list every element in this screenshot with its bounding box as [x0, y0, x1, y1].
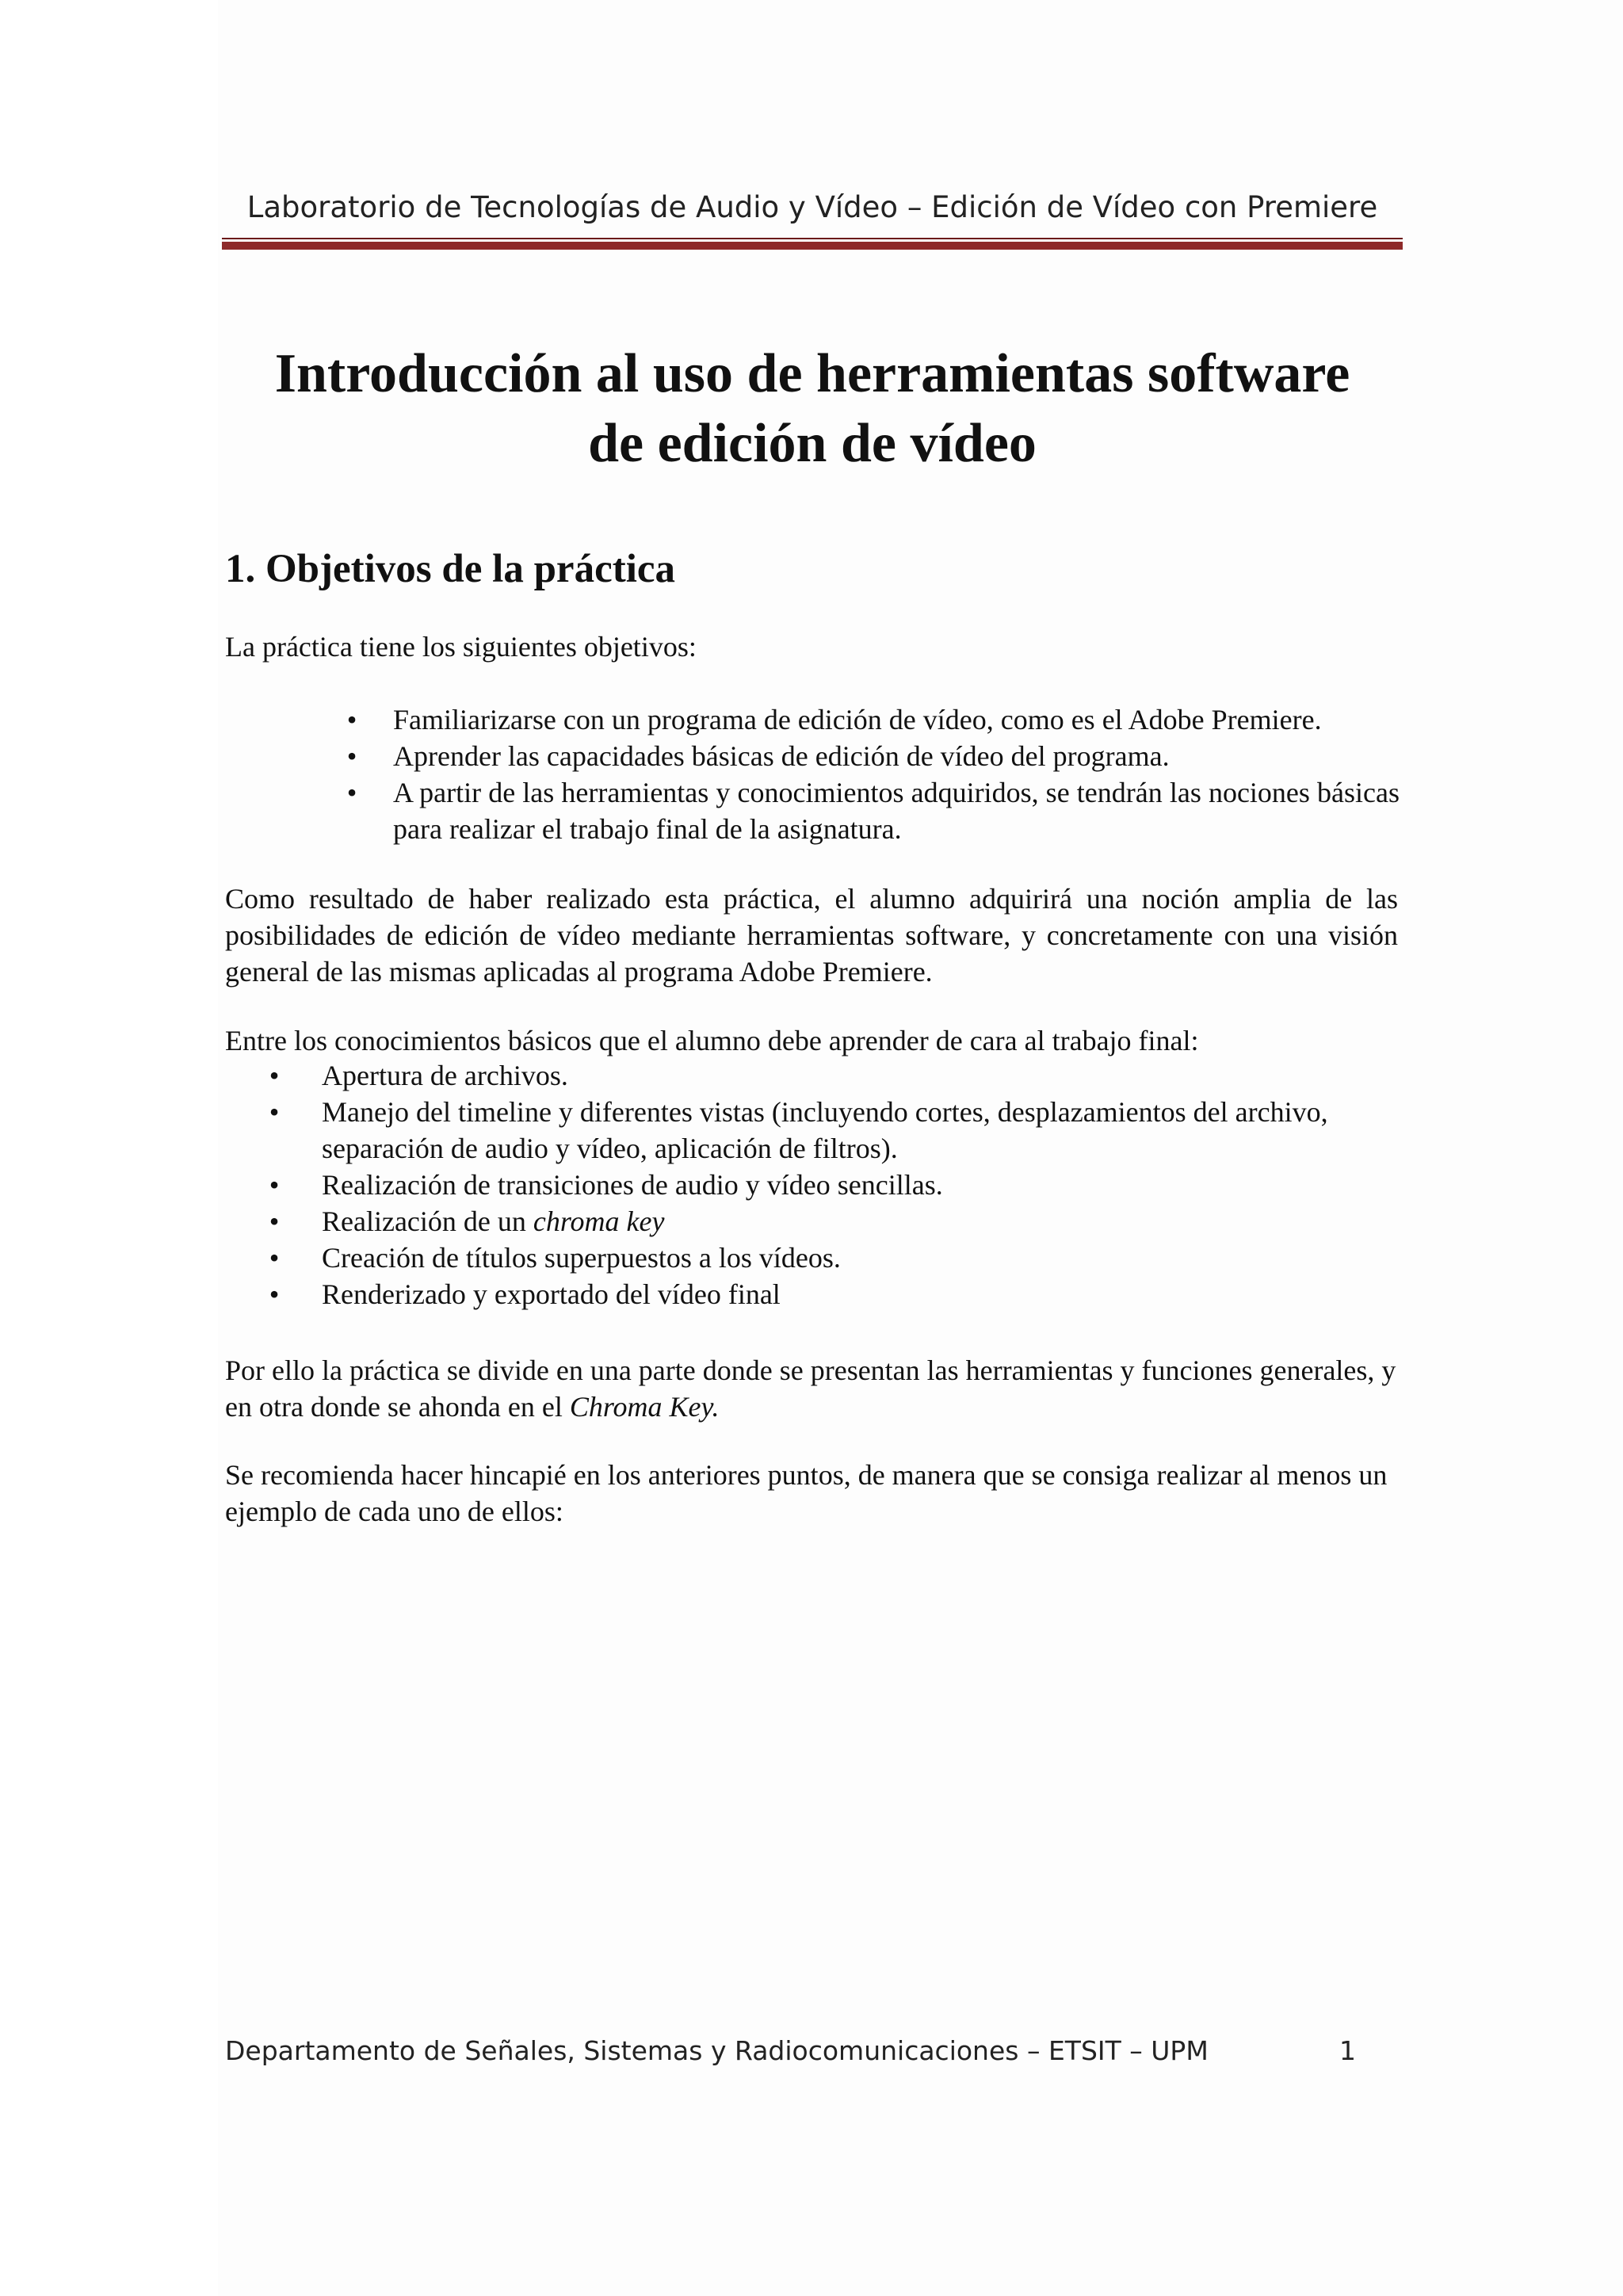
bullet-icon: •: [269, 1205, 280, 1237]
knowledge-intro: Entre los conocimientos básicos que el alumno debe aprender de cara al trabajo final:: [225, 1025, 1199, 1056]
title-line-1: Introducción al uso de herramientas software: [274, 343, 1350, 404]
objectives-intro: La práctica tiene los siguientes objetivos:: [225, 631, 697, 663]
knowledge-text: Creación de títulos superpuestos a los vídeos.: [322, 1242, 841, 1274]
objective-text: Familiarizarse con un programa de edición de vídeo, como es el Adobe Premiere.: [393, 704, 1322, 735]
recommendation-paragraph: Se recomienda hacer hincapié en los anteriores puntos, de manera que se consiga realizar al menos un ejemplo de cada uno de ellos:: [225, 1459, 1388, 1527]
list-item: [266, 1203, 1401, 1240]
list-item: [344, 738, 1400, 774]
header-rule-thin: [222, 238, 1403, 239]
footer-page-number: 1: [1339, 2035, 1356, 2066]
list-item: [266, 1057, 1401, 1094]
objectives-list: [344, 701, 1400, 847]
title-line-2: de edición de vídeo: [588, 413, 1037, 474]
list-item: [344, 774, 1400, 847]
knowledge-text-italic: chroma key: [533, 1205, 665, 1237]
knowledge-text: Renderizado y exportado del vídeo final: [322, 1278, 781, 1310]
knowledge-text-prefix: Realización de un: [322, 1205, 533, 1237]
objective-text: Aprender las capacidades básicas de edición de vídeo del programa.: [393, 740, 1170, 772]
list-item: [266, 1094, 1401, 1167]
section-heading: 1. Objetivos de la práctica: [225, 547, 675, 591]
knowledge-text: Apertura de archivos.: [322, 1060, 568, 1091]
knowledge-text: Manejo del timeline y diferentes vistas (incluyendo cortes, desplazamientos del archivo, separación de audio y vídeo, aplicación de filtros).: [322, 1096, 1328, 1164]
bullet-icon: •: [269, 1096, 280, 1128]
division-text: Por ello la práctica se divide en una parte donde se presentan las herramientas y funciones generales, y en otra donde se ahonda en el: [225, 1354, 1396, 1423]
objective-text: A partir de las herramientas y conocimientos adquiridos, se tendrán las nociones básicas para realizar el trabajo final de la asignatura.: [393, 777, 1400, 845]
list-item: [266, 1276, 1401, 1312]
list-item: [266, 1240, 1401, 1276]
list-item: [266, 1167, 1401, 1203]
bullet-icon: •: [269, 1060, 280, 1091]
knowledge-list: [266, 1057, 1401, 1312]
division-italic: Chroma Key.: [569, 1391, 720, 1423]
bullet-icon: •: [346, 740, 357, 772]
running-header: Laboratorio de Tecnologías de Audio y Vídeo – Edición de Vídeo con Premiere: [246, 190, 1378, 224]
list-item: [344, 701, 1400, 738]
knowledge-text: [322, 1203, 1401, 1240]
bullet-icon: •: [269, 1169, 280, 1201]
bullet-icon: •: [346, 777, 357, 808]
footer-department: Departamento de Señales, Sistemas y Radiocomunicaciones – ETSIT – UPM: [225, 2035, 1209, 2066]
bullet-icon: •: [346, 704, 357, 735]
division-paragraph: [225, 1352, 1398, 1425]
result-paragraph: Como resultado de haber realizado esta práctica, el alumno adquirirá una noción amplia de las posibilidades de edición de vídeo mediante herramientas software, y concretamente con una visión general de las mismas aplicadas al programa Adobe Premiere.: [225, 883, 1398, 988]
header-rule-thick: [222, 242, 1403, 250]
bullet-icon: •: [269, 1242, 280, 1274]
bullet-icon: •: [269, 1278, 280, 1310]
document-title: [222, 339, 1403, 479]
knowledge-text: Realización de transiciones de audio y vídeo sencillas.: [322, 1169, 943, 1201]
